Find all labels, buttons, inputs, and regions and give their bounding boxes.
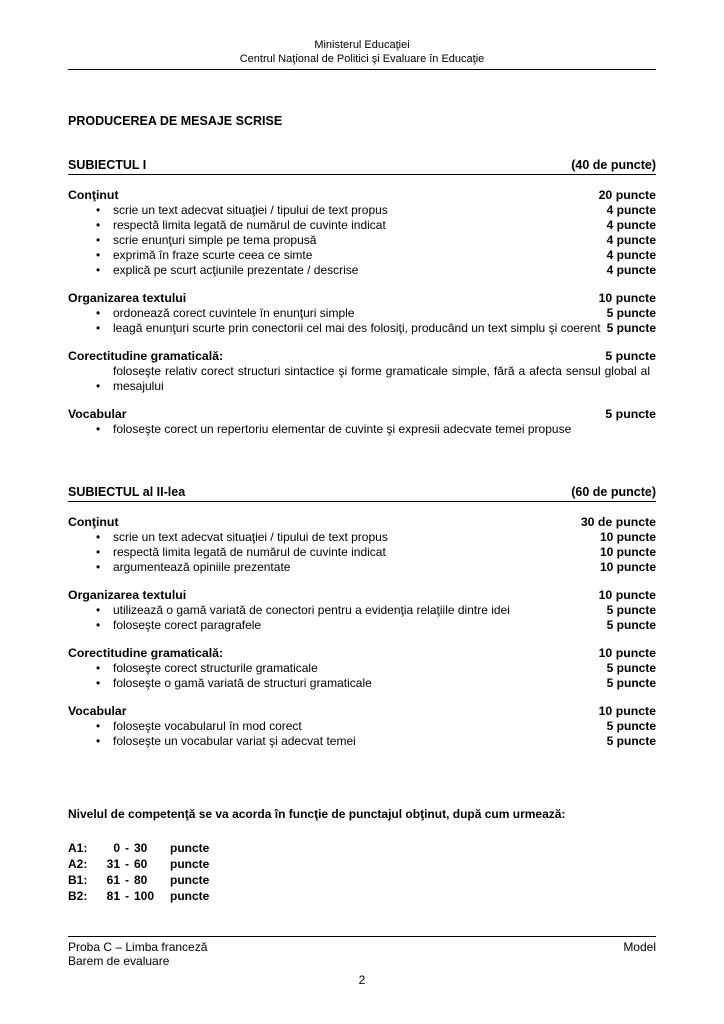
bullet-text: scrie un text adecvat situaţiei / tipului de text propus bbox=[113, 530, 388, 544]
subject-points: (60 de puncte) bbox=[571, 485, 656, 499]
bullet-icon: • bbox=[96, 734, 101, 748]
section-title: Conţinut bbox=[68, 188, 119, 202]
bullet-points: 4 puncte bbox=[606, 263, 656, 277]
bullet-icon: • bbox=[96, 379, 101, 393]
bullet-item bbox=[96, 545, 656, 560]
levels-container bbox=[68, 840, 656, 904]
bullet-item bbox=[96, 618, 656, 633]
section-heading-row bbox=[68, 588, 656, 603]
bullet-points: 4 puncte bbox=[606, 248, 656, 262]
section-title: Conţinut bbox=[68, 515, 119, 529]
center-line: Centrul Naţional de Politici şi Evaluare în Educaţie bbox=[239, 53, 485, 65]
criteria-section bbox=[68, 407, 656, 437]
bullet-item bbox=[96, 321, 656, 336]
bullet-icon: • bbox=[96, 203, 101, 217]
bullet-text: scrie enunţuri simple pe tema propusă bbox=[113, 233, 317, 247]
bullet-icon: • bbox=[96, 248, 101, 262]
bullet-item bbox=[96, 233, 656, 248]
level-label: A2: bbox=[68, 857, 88, 871]
bullet-points: 5 puncte bbox=[606, 306, 656, 320]
bullet-text: utilizează o gamă variată de conectori pentru a evidenţia relaţiile dintre idei bbox=[113, 603, 510, 617]
bullet-icon: • bbox=[96, 603, 101, 617]
document-title: PRODUCEREA DE MESAJE SCRISE bbox=[68, 114, 283, 128]
level-to: 80 bbox=[134, 873, 148, 887]
bullet-points: 10 puncte bbox=[599, 545, 656, 559]
section-title: Corectitudine gramaticală: bbox=[68, 349, 224, 363]
bullet-icon: • bbox=[96, 618, 101, 632]
level-dash: - bbox=[125, 857, 129, 871]
bullet-points: 4 puncte bbox=[606, 218, 656, 232]
level-label: B1: bbox=[68, 873, 88, 887]
bullet-points: 5 puncte bbox=[606, 734, 656, 748]
bullet-item bbox=[96, 422, 656, 437]
level-from: 31 bbox=[106, 857, 120, 871]
level-unit: puncte bbox=[170, 841, 210, 855]
subject-title: SUBIECTUL al II-lea bbox=[68, 485, 186, 499]
section-title: Corectitudine gramaticală: bbox=[68, 646, 224, 660]
level-label: A1: bbox=[68, 841, 88, 855]
section-heading-row bbox=[68, 515, 656, 530]
bullet-points: 10 puncte bbox=[599, 560, 656, 574]
level-label: B2: bbox=[68, 889, 88, 903]
bullet-text: foloseşte corect un repertoriu elementar de cuvinte şi expresii adecvate temei propuse bbox=[113, 422, 572, 436]
bullet-text: ordonează corect cuvintele în enunţuri simple bbox=[113, 306, 355, 320]
bullet-item bbox=[96, 306, 656, 321]
section-points: 10 puncte bbox=[598, 704, 656, 718]
bullet-icon: • bbox=[96, 263, 101, 277]
subject-heading-row bbox=[68, 485, 656, 502]
bullet-item bbox=[96, 560, 656, 575]
bullet-text: foloseşte vocabularul în mod corect bbox=[113, 719, 302, 733]
header-divider bbox=[68, 69, 656, 70]
level-unit: puncte bbox=[170, 857, 210, 871]
document-footer bbox=[68, 936, 656, 987]
bullet-text: leagă enunţuri scurte prin conectorii cel mai des folosiţi, producând un text simplu şi coerent bbox=[113, 321, 601, 335]
bullet-text: respectă limita legată de numărul de cuvinte indicat bbox=[113, 218, 386, 232]
level-dash: - bbox=[125, 889, 129, 903]
level-dash: - bbox=[125, 841, 129, 855]
subject-title: SUBIECTUL I bbox=[68, 158, 147, 172]
bullet-icon: • bbox=[96, 719, 101, 733]
criteria-section bbox=[68, 646, 656, 691]
level-from: 81 bbox=[106, 889, 120, 903]
level-from: 61 bbox=[106, 873, 120, 887]
bullet-icon: • bbox=[96, 306, 101, 320]
section-heading-row bbox=[68, 407, 656, 422]
bullet-text: explică pe scurt acţiunile prezentate / descrise bbox=[113, 263, 359, 277]
criteria-section bbox=[68, 349, 656, 394]
bullet-item bbox=[96, 661, 656, 676]
section-points: 30 de puncte bbox=[580, 515, 656, 529]
bullet-item bbox=[96, 263, 656, 278]
bullet-icon: • bbox=[96, 676, 101, 690]
bullet-icon: • bbox=[96, 233, 101, 247]
section-title: Organizarea textului bbox=[68, 588, 187, 602]
section-points: 5 puncte bbox=[605, 407, 656, 421]
bullet-text: foloseşte o gamă variată de structuri gramaticale bbox=[113, 676, 372, 690]
level-row bbox=[68, 888, 656, 904]
footer-row bbox=[68, 940, 656, 954]
bullet-item bbox=[96, 719, 656, 734]
subject-heading-row bbox=[68, 158, 656, 175]
bullet-icon: • bbox=[96, 218, 101, 232]
bullet-icon: • bbox=[96, 661, 101, 675]
level-row bbox=[68, 840, 656, 856]
section-points: 10 puncte bbox=[598, 291, 656, 305]
bullet-icon: • bbox=[96, 422, 101, 436]
bullet-text: foloseşte corect paragrafele bbox=[113, 618, 262, 632]
bullet-points: 5 puncte bbox=[606, 676, 656, 690]
bullet-text: scrie un text adecvat situaţiei / tipului de text propus bbox=[113, 203, 388, 217]
bullet-points: 5 puncte bbox=[606, 321, 656, 335]
bullet-points: 5 puncte bbox=[606, 603, 656, 617]
section-heading-row bbox=[68, 646, 656, 661]
bullet-item bbox=[96, 203, 656, 218]
bullet-item bbox=[96, 364, 656, 394]
bullet-icon: • bbox=[96, 560, 101, 574]
level-to: 60 bbox=[134, 857, 148, 871]
level-unit: puncte bbox=[170, 873, 210, 887]
subjects-container bbox=[68, 158, 656, 749]
level-row bbox=[68, 856, 656, 872]
criteria-section bbox=[68, 588, 656, 633]
page-number: 2 bbox=[358, 973, 366, 987]
bullet-text: foloseşte un vocabular variat şi adecvat temei bbox=[113, 734, 356, 748]
section-title: Organizarea textului bbox=[68, 291, 187, 305]
bullet-points: 5 puncte bbox=[606, 618, 656, 632]
bullet-text: respectă limita legată de numărul de cuvinte indicat bbox=[113, 545, 386, 559]
section-points: 10 puncte bbox=[598, 588, 656, 602]
subject-block bbox=[68, 158, 656, 437]
bullet-item bbox=[96, 248, 656, 263]
bullet-item bbox=[96, 603, 656, 618]
footer-exam-name: Proba C – Limba franceză bbox=[68, 940, 208, 954]
criteria-section bbox=[68, 704, 656, 749]
section-title: Vocabular bbox=[68, 407, 127, 421]
bullet-text: foloseşte corect structurile gramaticale bbox=[113, 661, 318, 675]
bullet-points: 4 puncte bbox=[606, 203, 656, 217]
bullet-points: 5 puncte bbox=[606, 719, 656, 733]
bullet-item bbox=[96, 734, 656, 749]
level-dash: - bbox=[125, 873, 129, 887]
level-unit: puncte bbox=[170, 889, 210, 903]
section-heading-row bbox=[68, 704, 656, 719]
bullet-points: 5 puncte bbox=[606, 661, 656, 675]
bullet-item bbox=[96, 218, 656, 233]
level-to: 100 bbox=[134, 889, 155, 903]
criteria-section bbox=[68, 515, 656, 575]
bullet-icon: • bbox=[96, 530, 101, 544]
bullet-icon: • bbox=[96, 545, 101, 559]
section-heading-row bbox=[68, 188, 656, 203]
ministry-line: Ministerul Educaţiei bbox=[314, 39, 410, 51]
criteria-section bbox=[68, 291, 656, 336]
section-points: 5 puncte bbox=[605, 349, 656, 363]
bullet-icon: • bbox=[96, 321, 101, 335]
level-row bbox=[68, 872, 656, 888]
bullet-item bbox=[96, 676, 656, 691]
bullet-text: argumentează opiniile prezentate bbox=[113, 560, 291, 574]
subject-points: (40 de puncte) bbox=[571, 158, 656, 172]
bullet-text: exprimă în fraze scurte ceea ce simte bbox=[113, 248, 313, 262]
bullet-points: 10 puncte bbox=[599, 530, 656, 544]
level-to: 30 bbox=[134, 841, 148, 855]
level-from: 0 bbox=[113, 841, 120, 855]
footer-model-label: Model bbox=[623, 940, 656, 954]
section-points: 20 puncte bbox=[598, 188, 656, 202]
bullet-item bbox=[96, 530, 656, 545]
bullet-points: 4 puncte bbox=[606, 233, 656, 247]
section-title: Vocabular bbox=[68, 704, 127, 718]
document-header bbox=[68, 38, 656, 66]
section-heading-row bbox=[68, 291, 656, 306]
section-heading-row bbox=[68, 349, 656, 364]
subject-block bbox=[68, 485, 656, 749]
section-points: 10 puncte bbox=[598, 646, 656, 660]
footer-doc-type: Barem de evaluare bbox=[68, 954, 170, 968]
criteria-section bbox=[68, 188, 656, 278]
competence-note: Nivelul de competenţă se va acorda în funcţie de punctajul obţinut, după cum urmează: bbox=[68, 807, 566, 821]
bullet-text: foloseşte relativ corect structuri sintactice şi forme gramaticale simple, fără a afecta sensul global al mesajului bbox=[113, 364, 650, 393]
